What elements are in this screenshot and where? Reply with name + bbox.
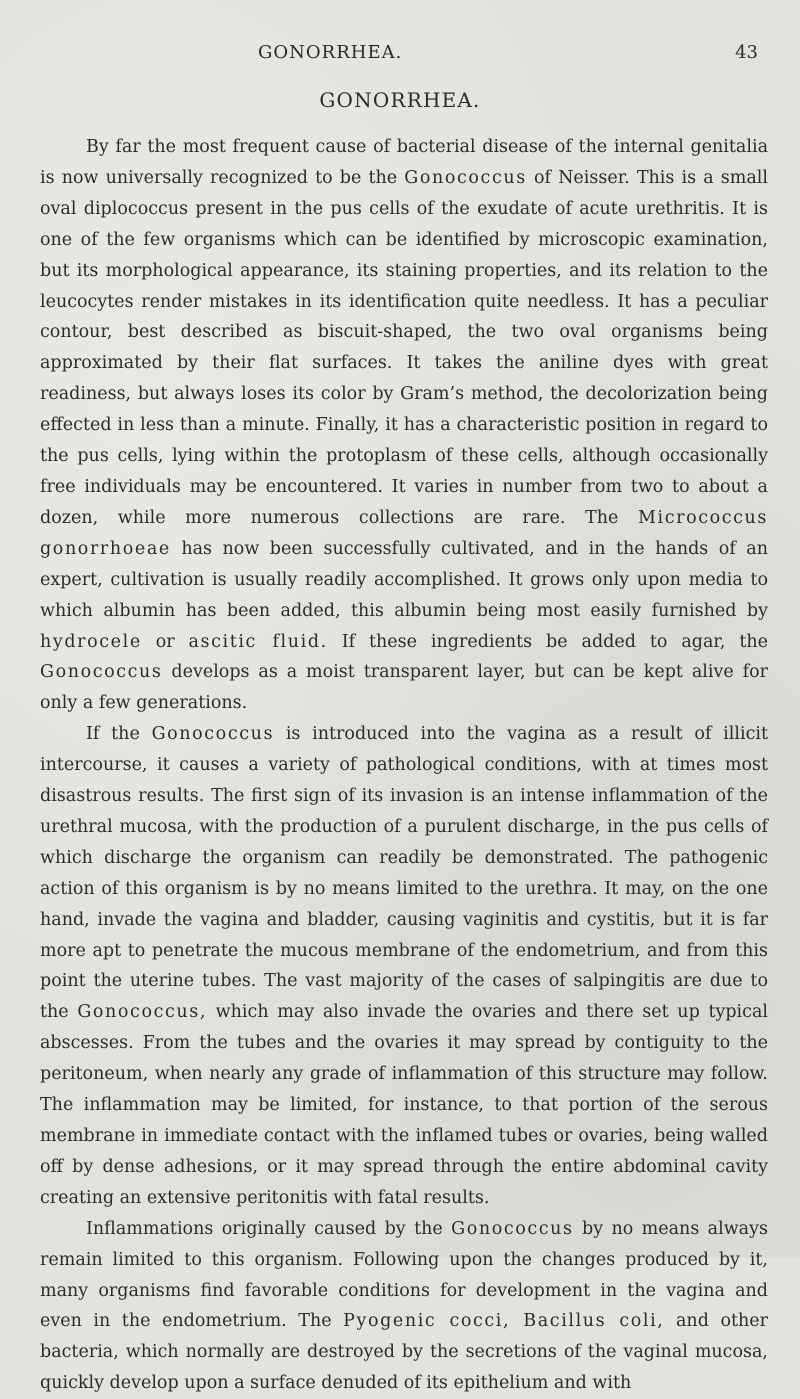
text-run: develops as a moist transparent layer, but can be kept alive for only a few generations. <box>40 662 768 714</box>
text-run: has now been successfully cultivated, and in the hands of an expert, cultivation is usually readily accomplished. It grows only upon media to which albumin has been added, this albumin being most easily furnished by <box>40 538 768 621</box>
text-run: By far the most frequent cause of bacterial disease of the internal genitalia is now universally recognized to be the <box>40 137 768 188</box>
text-run: Inflammations originally caused by the <box>86 1218 452 1239</box>
text-run: of Neisser. This is a small oval diplococcus present in the pus cells of the exudate of acute urethritis. It is one of the few organisms which can be identified by microscopic examination, but its morphological appearance, its staining properties, and its relation to the leucocytes render mistakes in its identification quite needless. It has a peculiar contour, best described as biscuit-shaped, the two oval organisms being approximated by their flat surfaces. It takes the aniline dyes with great readiness, but always loses its color by Gram’s method, the decolorization being effected in less than a minute. Finally, it has a characteristic position in regard to the pus cells, lying within the protoplasm of these cells, although occasionally free individuals may be encountered. It varies in number from two to about a dozen, while more numerous collections are rare. The <box>40 167 768 528</box>
emphasized-term: Pyogenic cocci, Bacillus coli, <box>343 1311 665 1332</box>
body-text <box>40 132 768 1399</box>
paragraph <box>40 132 768 719</box>
emphasized-term: Gonococcus <box>404 167 527 188</box>
text-run: which may also invade the ovaries and there set up typical abscesses. From the tubes and the ovaries it may spread by contiguity to the peritoneum, when nearly any grade of inflammation of this structure may follow. The inflammation may be limited, for instance, to that portion of the serous membrane in immediate contact with the inflamed tubes or ovaries, being walled off by dense adhesions, or it may spread through the entire abdominal cavity creating an extensive peritonitis with fatal results. <box>40 1002 768 1208</box>
emphasized-term: Gonococcus <box>40 662 163 683</box>
text-run: If the <box>86 724 152 745</box>
emphasized-term: Gonococcus <box>151 724 275 745</box>
emphasized-term: Gonococcus, <box>77 1002 208 1023</box>
page-number: 43 <box>735 42 758 63</box>
text-run: If these ingredients be added to agar, the <box>327 631 768 652</box>
emphasized-term: ascitic fluid. <box>188 631 328 652</box>
emphasized-term: Micrococcus gonorrhoeae <box>40 507 768 559</box>
paragraph <box>40 1214 768 1399</box>
text-run: is introduced into the vagina as a result of illicit intercourse, it causes a variety of pathological conditions, with at times most disastrous results. The first sign of its invasion is an intense inflammation of the urethral mucosa, with the production of a purulent discharge, in the pus cells of which discharge the organism can readily be demonstrated. The pathogenic action of this organism is by no means limited to the urethra. It may, on the one hand, invade the vagina and bladder, causing vaginitis and cystitis, but it is far more apt to penetrate the mucous membrane of the endometrium, and from this point the uterine tubes. The vast majority of the cases of salpingitis are due to the <box>40 724 768 1023</box>
running-head: GONORRHEA. <box>258 42 403 63</box>
text-run: or <box>141 631 189 652</box>
emphasized-term: hydrocele <box>40 631 142 652</box>
paragraph <box>40 719 768 1214</box>
emphasized-term: Gonococcus <box>451 1218 574 1239</box>
text-run: and other bacteria, which normally are destroyed by the secretions of the vaginal mucosa, quickly develop upon a surface denuded of its epithelium and with <box>40 1311 769 1394</box>
chapter-title: GONORRHEA. <box>319 88 481 112</box>
text-run: by no means always remain limited to this organism. Following upon the changes produced by it, many organisms find favorable conditions for development in the vagina and even in the endometrium. The <box>40 1218 768 1332</box>
